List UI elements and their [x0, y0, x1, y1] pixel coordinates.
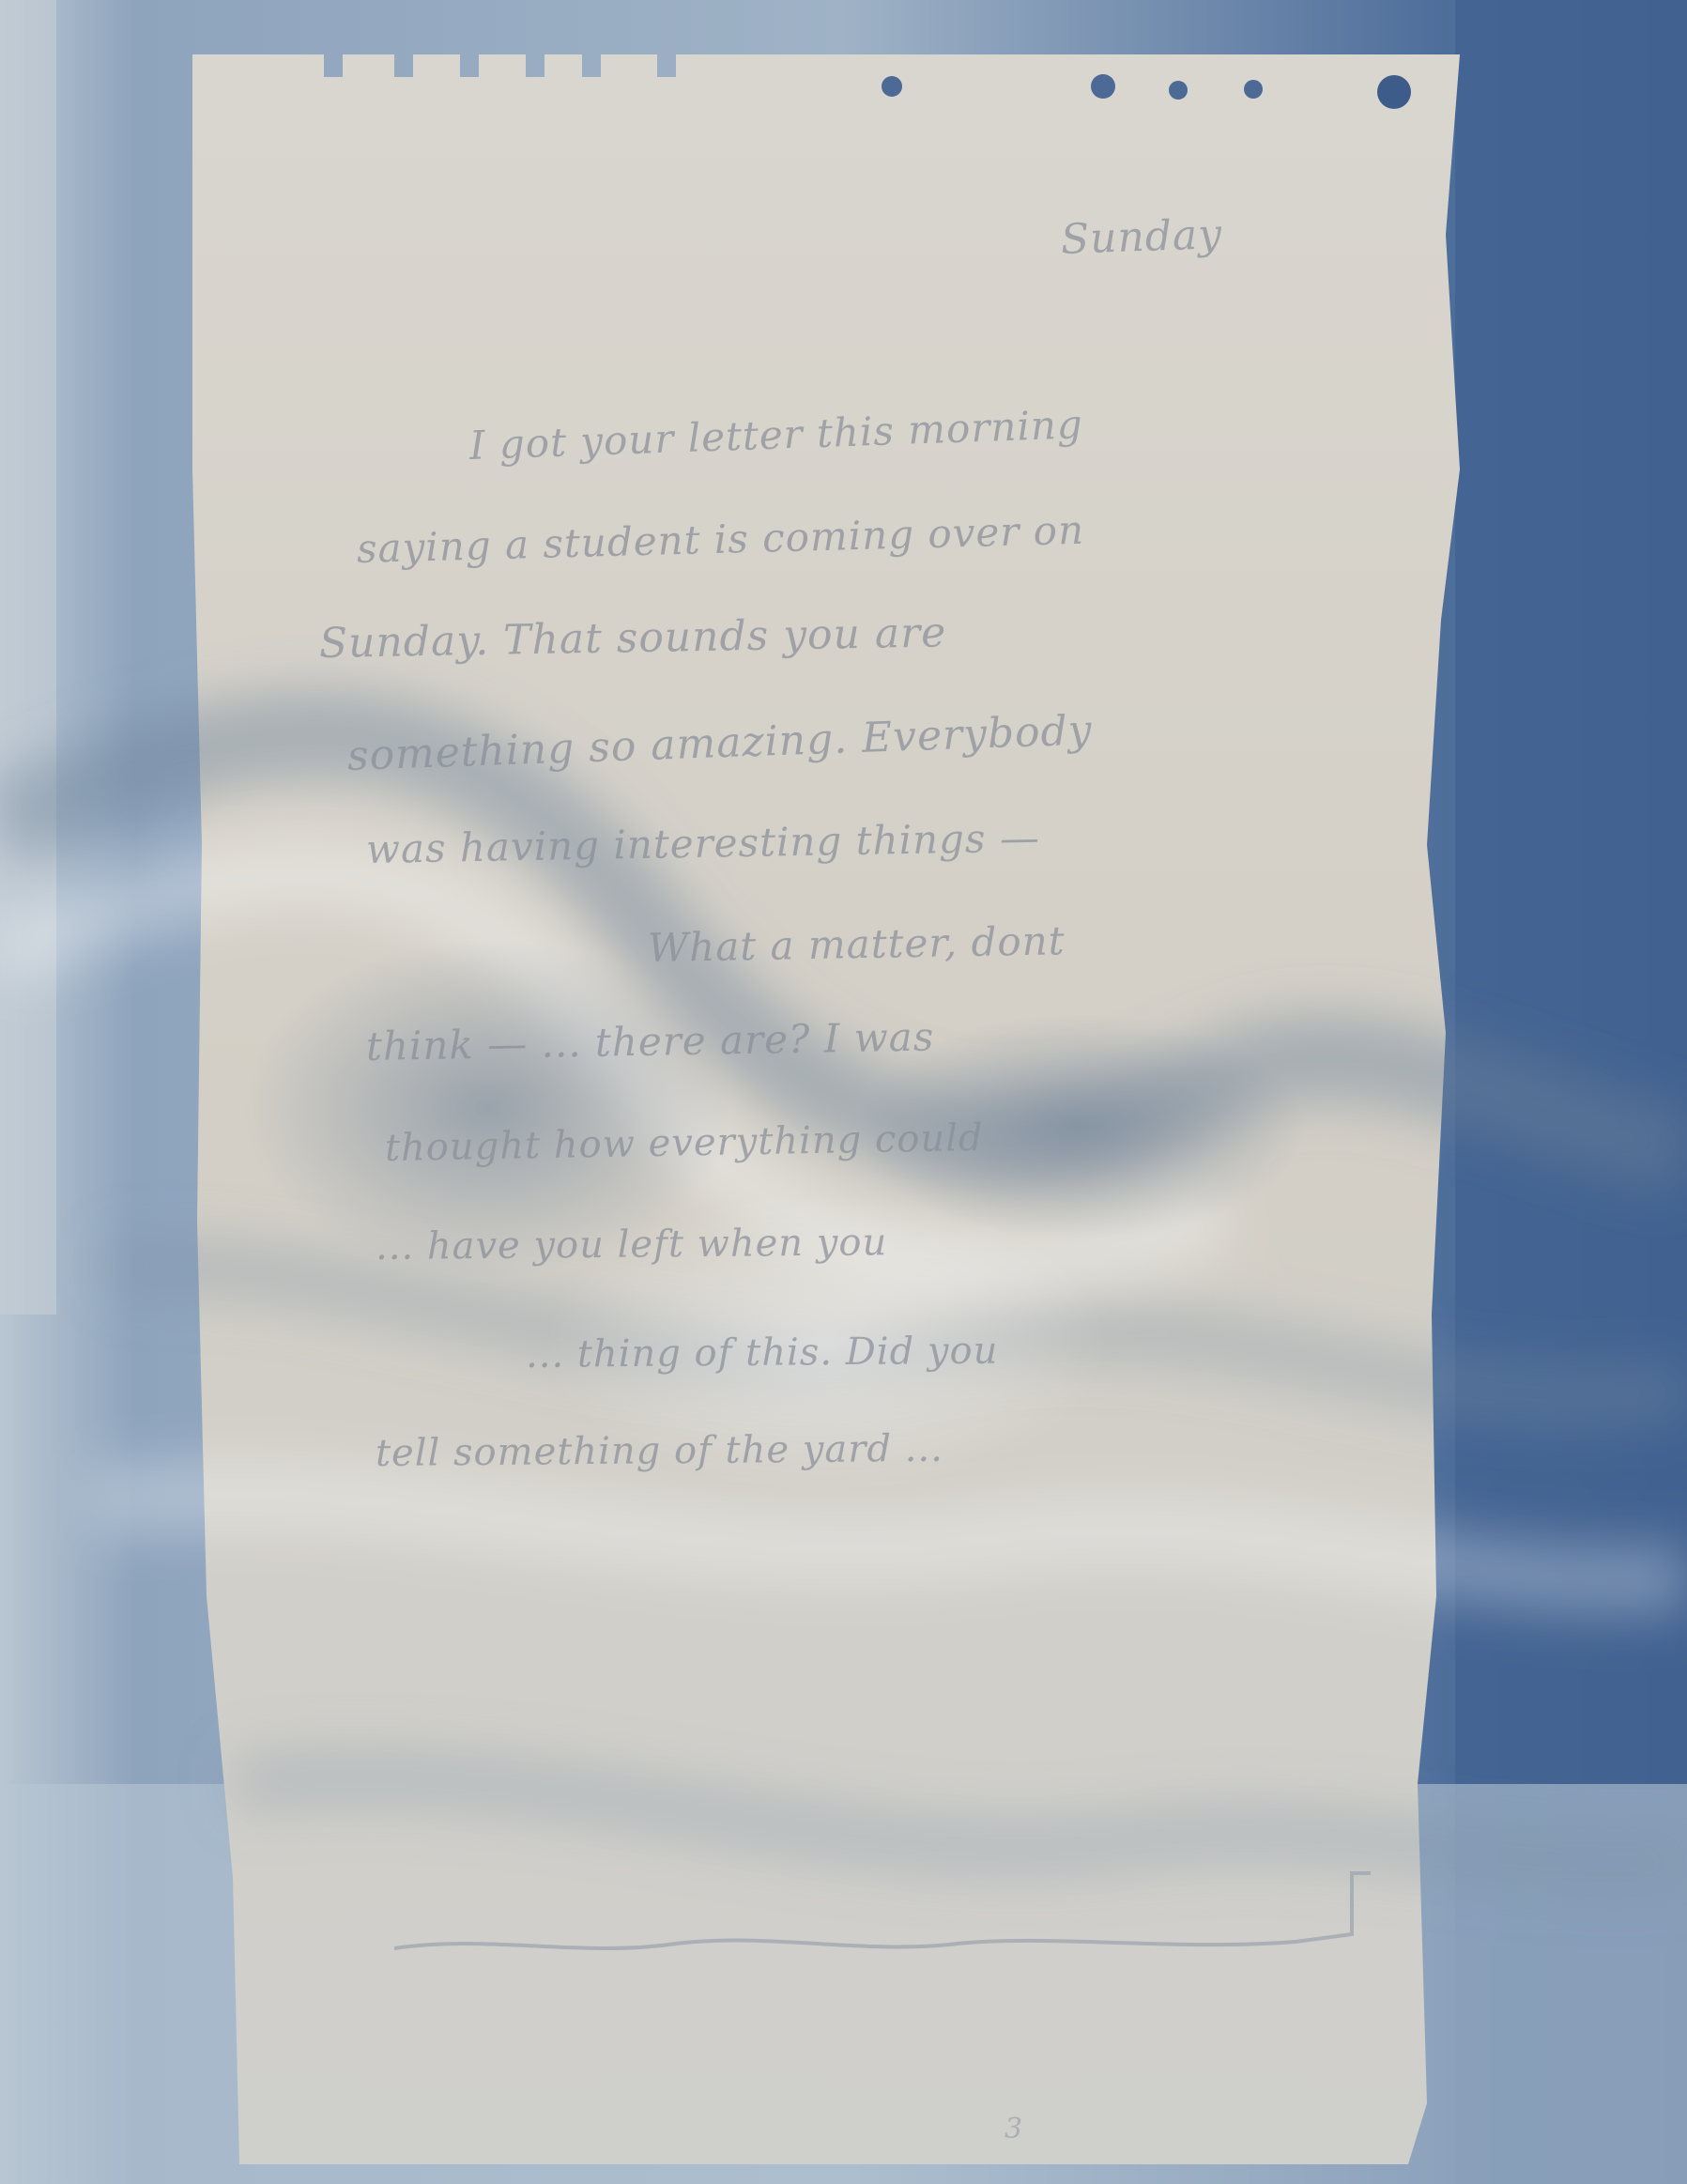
letter-line: I got your letter this morning — [468, 401, 1084, 469]
letter-line: something so amazing. Everybody — [346, 706, 1094, 780]
letter-heading: Sunday — [1060, 210, 1223, 264]
letter-line: tell something of the yard ... — [375, 1426, 944, 1475]
letter-line: think — ... there are? I was — [365, 1013, 935, 1069]
letter-line: ... have you left when you — [375, 1221, 888, 1269]
letter-line: Sunday. That sounds you are — [318, 608, 947, 668]
page-number: 3 — [1005, 2113, 1024, 2146]
letter-line: thought how everything could — [384, 1115, 984, 1170]
letter-line: What a matter, dont — [647, 917, 1066, 971]
letter-line: saying a student is coming over on — [356, 506, 1085, 572]
letter-line: was having interesting things — — [365, 814, 1041, 872]
letter-line: ... thing of this. Did you — [525, 1329, 999, 1377]
